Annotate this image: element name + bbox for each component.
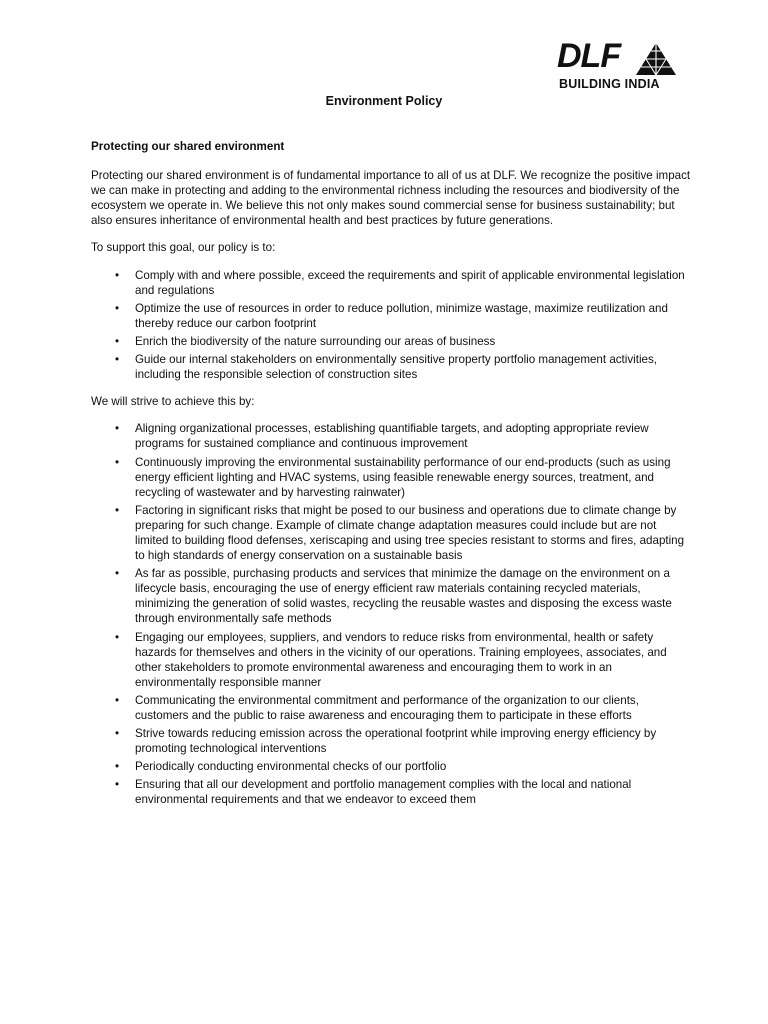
list-item [91,268,691,298]
list-item [91,566,691,626]
list-item [91,693,691,723]
bullet-icon: • [115,567,120,581]
list-item [91,301,691,331]
bullet-icon: • [115,727,120,741]
strive-list [91,421,691,807]
logo-tagline: BUILDING INDIA [559,77,660,91]
bullet-icon: • [115,455,120,469]
policy-lead-text: To support this goal, our policy is to: [91,241,276,255]
list-item-text: Periodically conducting environmental checks of our portfolio [135,760,447,774]
page-title: Environment Policy [325,94,443,108]
list-item [91,334,691,349]
list-item [91,421,691,451]
dlf-logo [557,38,681,94]
list-item [91,352,691,382]
list-item [91,777,691,807]
bullet-icon: • [115,503,120,517]
bullet-icon: • [115,268,120,282]
list-item [91,630,691,690]
bullet-icon: • [115,693,120,707]
list-item-text: Comply with and where possible, exceed the requirements and spirit of applicable environmental legislation and regulations [135,268,685,297]
list-item-text: Guide our internal stakeholders on environmentally sensitive property portfolio management activities, including the responsible selection of construction sites [135,353,657,382]
section-heading: Protecting our shared environment [91,140,285,153]
logo-brand-text: DLF [557,37,621,75]
list-item-text: Communicating the environmental commitment and performance of the organization to our clients, customers and the public to raise awareness and encouraging them to participate in these efforts [135,693,639,722]
bullet-icon: • [115,778,120,792]
bullet-icon: • [115,422,120,436]
strive-lead-text: We will strive to achieve this by: [91,395,255,409]
list-item [91,759,691,774]
bullet-icon: • [115,630,120,644]
list-item-text: Enrich the biodiversity of the nature surrounding our areas of business [135,334,496,348]
triangle-logo-icon [635,42,677,76]
document-body [91,139,691,820]
intro-paragraph: Protecting our shared environment is of fundamental importance to all of us at DLF. We recognize the positive impact we can make in protecting and adding to the environmental richness including the resources and biodiversity of the ecosystem we operate in. We believe this not only makes sound commercial sense for business sustainability; but also ensures inheritance of environmental health and best practices by future generations. [91,169,691,228]
list-item [91,503,691,563]
list-item [91,726,691,756]
list-item-text: Aligning organizational processes, establishing quantifiable targets, and adopting appropriate review programs for sustained compliance and continuous improvement [135,422,649,451]
list-item-text: Strive towards reducing emission across the operational footprint while improving energy efficiency by promoting technological interventions [135,727,657,756]
list-item-text: Ensuring that all our development and portfolio management complies with the local and national environmental requirements and that we endeavor to exceed them [135,778,632,807]
bullet-icon: • [115,334,120,348]
list-item-text: Optimize the use of resources in order to reduce pollution, minimize wastage, maximize reutilization and thereby reduce our carbon footprint [135,301,668,330]
bullet-icon: • [115,353,120,367]
bullet-icon: • [115,760,120,774]
list-item [91,455,691,500]
list-item-text: Factoring in significant risks that might be posed to our business and operations due to climate change by preparing for such change. Example of climate change adaptation measures could include but are not limited to building flood defenses, xeriscaping and using tree species resistant to storms and fires, adapting to high standards of energy conservation on a sustainable basis [135,503,685,563]
list-item-text: As far as possible, purchasing products and services that minimize the damage on the environment on a lifecycle basis, encouraging the use of energy efficient raw materials containing recycled materials, minimizing the generation of solid wastes, recycling the reusable wastes and disposing the excess waste through environmentally safe methods [135,567,672,626]
policy-list [91,268,691,383]
list-item-text: Continuously improving the environmental sustainability performance of our end-products (such as using energy efficient lighting and HVAC systems, using feasible renewable energy sources, treatment, and recycling of wastewater and by harvesting rainwater) [135,455,671,499]
bullet-icon: • [115,301,120,315]
list-item-text: Engaging our employees, suppliers, and vendors to reduce risks from environmental, health or safety hazards for themselves and others in the vicinity of our operations. Training employees, associates, and other stakeholders to promote environmental awareness and encouraging them to work in an environmentally responsible manner [135,630,667,689]
